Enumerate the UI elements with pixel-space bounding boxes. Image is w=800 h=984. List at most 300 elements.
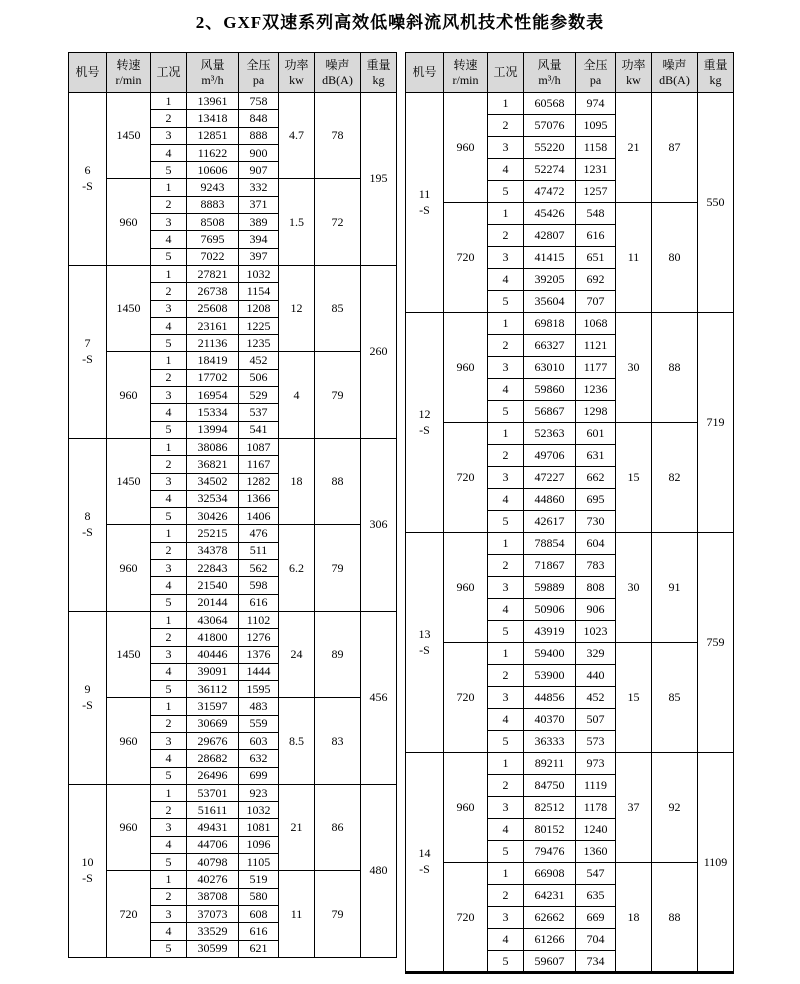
cell-line: 转速 — [116, 57, 141, 72]
condition-cell: 1 — [488, 93, 524, 115]
header-row — [406, 53, 734, 93]
airflow-cell: 47227 — [524, 467, 576, 489]
condition-cell: 3 — [488, 357, 524, 379]
page-title: 2、GXF双速系列高效低噪斜流风机技术性能参数表 — [195, 13, 605, 32]
noise-cell: 82 — [652, 423, 698, 533]
col-header-weight — [698, 53, 734, 93]
pressure-cell: 730 — [576, 511, 616, 533]
condition-cell: 2 — [488, 775, 524, 797]
pressure-cell: 616 — [576, 225, 616, 247]
airflow-cell: 40446 — [187, 646, 239, 663]
pressure-cell: 1406 — [239, 508, 279, 525]
pressure-cell: 1231 — [576, 159, 616, 181]
pressure-cell: 1068 — [576, 313, 616, 335]
pressure-cell: 1298 — [576, 401, 616, 423]
machine-cell — [406, 753, 444, 973]
condition-cell: 1 — [151, 611, 187, 628]
airflow-cell: 33529 — [187, 923, 239, 940]
noise-cell: 91 — [652, 533, 698, 643]
airflow-cell: 43064 — [187, 611, 239, 628]
condition-cell: 3 — [151, 819, 187, 836]
airflow-cell: 63010 — [524, 357, 576, 379]
noise-cell: 72 — [315, 179, 361, 265]
pressure-cell: 541 — [239, 421, 279, 438]
airflow-cell: 64231 — [524, 885, 576, 907]
condition-cell: 3 — [151, 473, 187, 490]
condition-cell: 1 — [151, 352, 187, 369]
airflow-cell: 42807 — [524, 225, 576, 247]
power-cell: 30 — [616, 313, 652, 423]
table-body — [69, 93, 397, 958]
condition-cell: 1 — [151, 698, 187, 715]
airflow-cell: 25608 — [187, 300, 239, 317]
spec-table-left — [68, 52, 397, 958]
condition-cell: 2 — [488, 335, 524, 357]
pressure-cell: 848 — [239, 110, 279, 127]
airflow-cell: 18419 — [187, 352, 239, 369]
condition-cell: 3 — [488, 467, 524, 489]
airflow-cell: 27821 — [187, 265, 239, 282]
noise-cell: 87 — [652, 93, 698, 203]
condition-cell: 3 — [151, 732, 187, 749]
pressure-cell: 1595 — [239, 681, 279, 698]
condition-cell: 5 — [488, 511, 524, 533]
pressure-cell: 332 — [239, 179, 279, 196]
col-header-airflow — [524, 53, 576, 93]
noise-cell: 88 — [315, 438, 361, 524]
condition-cell: 1 — [488, 533, 524, 555]
condition-cell: 4 — [488, 379, 524, 401]
speed-cell: 960 — [107, 698, 151, 784]
power-cell: 30 — [616, 533, 652, 643]
pressure-cell: 888 — [239, 127, 279, 144]
condition-cell: 1 — [151, 438, 187, 455]
table-header — [69, 53, 397, 93]
table-row — [69, 352, 397, 369]
pressure-cell: 1105 — [239, 854, 279, 871]
condition-cell: 2 — [151, 629, 187, 646]
pressure-cell: 631 — [576, 445, 616, 467]
airflow-cell: 22843 — [187, 560, 239, 577]
col-header-weight — [361, 53, 397, 93]
condition-cell: 2 — [488, 555, 524, 577]
pressure-cell: 529 — [239, 387, 279, 404]
airflow-cell: 10606 — [187, 162, 239, 179]
condition-cell: 4 — [151, 404, 187, 421]
col-header-machine — [406, 53, 444, 93]
col-header-condition — [488, 53, 524, 93]
cell-line: 工况 — [156, 65, 181, 79]
condition-cell: 4 — [488, 819, 524, 841]
condition-cell: 2 — [151, 888, 187, 905]
noise-cell: 79 — [315, 525, 361, 611]
table-row — [406, 93, 734, 115]
airflow-cell: 44856 — [524, 687, 576, 709]
col-header-speed — [444, 53, 488, 93]
condition-cell: 4 — [488, 159, 524, 181]
pressure-cell: 476 — [239, 525, 279, 542]
pressure-cell: 704 — [576, 929, 616, 951]
cell-line: 转速 — [453, 57, 478, 72]
condition-cell: 2 — [488, 225, 524, 247]
pressure-cell: 573 — [576, 731, 616, 753]
pressure-cell: 907 — [239, 162, 279, 179]
col-header-noise — [315, 53, 361, 93]
pressure-cell: 608 — [239, 905, 279, 922]
pressure-cell: 1282 — [239, 473, 279, 490]
condition-cell: 2 — [151, 283, 187, 300]
condition-cell: 5 — [151, 594, 187, 611]
cell-line: 全压 — [246, 57, 271, 72]
weight-cell: 550 — [698, 93, 734, 313]
col-header-power — [616, 53, 652, 93]
power-cell: 11 — [616, 203, 652, 313]
airflow-cell: 36112 — [187, 681, 239, 698]
airflow-cell: 89211 — [524, 753, 576, 775]
condition-cell: 3 — [488, 247, 524, 269]
table-row — [69, 611, 397, 628]
airflow-cell: 62662 — [524, 907, 576, 929]
cell-line: 噪声 — [325, 57, 350, 72]
airflow-cell: 66908 — [524, 863, 576, 885]
power-cell: 37 — [616, 753, 652, 863]
pressure-cell: 603 — [239, 732, 279, 749]
power-cell: 21 — [279, 784, 315, 870]
condition-cell: 1 — [488, 423, 524, 445]
machine-cell — [69, 93, 107, 266]
pressure-cell: 973 — [576, 753, 616, 775]
pressure-cell: 1119 — [576, 775, 616, 797]
table-header — [406, 53, 734, 93]
noise-cell: 92 — [652, 753, 698, 863]
pressure-cell: 1225 — [239, 317, 279, 334]
pressure-cell: 1444 — [239, 663, 279, 680]
pressure-cell: 616 — [239, 594, 279, 611]
pressure-cell: 1235 — [239, 335, 279, 352]
airflow-cell: 16954 — [187, 387, 239, 404]
pressure-cell: 371 — [239, 196, 279, 213]
condition-cell: 3 — [151, 560, 187, 577]
condition-cell: 1 — [151, 179, 187, 196]
cell-line: 机号 — [412, 65, 437, 79]
cell-line: -S — [82, 524, 93, 539]
condition-cell: 3 — [151, 300, 187, 317]
table-row — [406, 533, 734, 555]
table-row — [406, 753, 734, 775]
col-header-speed — [107, 53, 151, 93]
col-header-pressure — [576, 53, 616, 93]
airflow-cell: 31597 — [187, 698, 239, 715]
pressure-cell: 808 — [576, 577, 616, 599]
airflow-cell: 26738 — [187, 283, 239, 300]
noise-cell: 86 — [315, 784, 361, 870]
airflow-cell: 45426 — [524, 203, 576, 225]
cell-line: 功率 — [621, 57, 646, 72]
airflow-cell: 60568 — [524, 93, 576, 115]
condition-cell: 3 — [151, 127, 187, 144]
pressure-cell: 669 — [576, 907, 616, 929]
weight-cell: 759 — [698, 533, 734, 753]
airflow-cell: 82512 — [524, 797, 576, 819]
speed-cell: 960 — [107, 525, 151, 611]
condition-cell: 3 — [151, 646, 187, 663]
condition-cell: 1 — [151, 784, 187, 801]
pressure-cell: 707 — [576, 291, 616, 313]
airflow-cell: 39205 — [524, 269, 576, 291]
cell-line: m³/h — [201, 72, 224, 87]
pressure-cell: 1208 — [239, 300, 279, 317]
pressure-cell: 1096 — [239, 836, 279, 853]
power-cell: 8.5 — [279, 698, 315, 784]
cell-line: 12 — [418, 406, 431, 421]
pressure-cell: 734 — [576, 951, 616, 973]
condition-cell: 5 — [151, 162, 187, 179]
airflow-cell: 23161 — [187, 317, 239, 334]
speed-cell: 960 — [107, 179, 151, 265]
pressure-cell: 580 — [239, 888, 279, 905]
noise-cell: 88 — [652, 313, 698, 423]
airflow-cell: 53900 — [524, 665, 576, 687]
cell-line: r/min — [115, 72, 142, 87]
condition-cell: 1 — [151, 871, 187, 888]
pressure-cell: 1087 — [239, 438, 279, 455]
cell-line: 10 — [81, 855, 94, 870]
airflow-cell: 52274 — [524, 159, 576, 181]
pressure-cell: 548 — [576, 203, 616, 225]
airflow-cell: 61266 — [524, 929, 576, 951]
condition-cell: 5 — [151, 335, 187, 352]
airflow-cell: 50906 — [524, 599, 576, 621]
condition-cell: 4 — [488, 489, 524, 511]
airflow-cell: 28682 — [187, 750, 239, 767]
airflow-cell: 40370 — [524, 709, 576, 731]
speed-cell: 720 — [107, 871, 151, 957]
condition-cell: 5 — [488, 841, 524, 863]
condition-cell: 1 — [488, 313, 524, 335]
pressure-cell: 621 — [239, 940, 279, 957]
condition-cell: 3 — [151, 905, 187, 922]
cell-line: kg — [709, 72, 722, 87]
condition-cell: 5 — [151, 248, 187, 265]
airflow-cell: 57076 — [524, 115, 576, 137]
pressure-cell: 1376 — [239, 646, 279, 663]
cell-line: 8 — [84, 509, 91, 524]
pressure-cell: 1177 — [576, 357, 616, 379]
pressure-cell: 329 — [576, 643, 616, 665]
airflow-cell: 42617 — [524, 511, 576, 533]
airflow-cell: 43919 — [524, 621, 576, 643]
condition-cell: 5 — [488, 621, 524, 643]
airflow-cell: 34378 — [187, 542, 239, 559]
condition-cell: 4 — [151, 836, 187, 853]
condition-cell: 1 — [488, 863, 524, 885]
airflow-cell: 49706 — [524, 445, 576, 467]
pressure-cell: 974 — [576, 93, 616, 115]
machine-cell — [406, 533, 444, 753]
airflow-cell: 17702 — [187, 369, 239, 386]
airflow-cell: 32534 — [187, 490, 239, 507]
machine-cell — [69, 265, 107, 438]
condition-cell: 1 — [151, 525, 187, 542]
pressure-cell: 1178 — [576, 797, 616, 819]
condition-cell: 1 — [151, 93, 187, 110]
cell-line: -S — [419, 862, 430, 876]
cell-line: pa — [252, 72, 265, 87]
condition-cell: 4 — [151, 923, 187, 940]
airflow-cell: 69818 — [524, 313, 576, 335]
condition-cell: 4 — [488, 929, 524, 951]
cell-line: dB(A) — [322, 72, 353, 87]
condition-cell: 2 — [151, 196, 187, 213]
condition-cell: 2 — [488, 115, 524, 137]
power-cell: 18 — [279, 438, 315, 524]
cell-line: -S — [419, 642, 430, 657]
cell-line: 9 — [84, 682, 91, 697]
airflow-cell: 8883 — [187, 196, 239, 213]
pressure-cell: 1240 — [576, 819, 616, 841]
airflow-cell: 25215 — [187, 525, 239, 542]
condition-cell: 4 — [151, 750, 187, 767]
cell-line: -S — [82, 697, 93, 712]
pressure-cell: 389 — [239, 214, 279, 231]
power-cell: 6.2 — [279, 525, 315, 611]
col-header-airflow — [187, 53, 239, 93]
airflow-cell: 13994 — [187, 421, 239, 438]
table-row — [69, 871, 397, 888]
airflow-cell: 41800 — [187, 629, 239, 646]
noise-cell: 79 — [315, 871, 361, 957]
pressure-cell: 695 — [576, 489, 616, 511]
cell-line: 重量 — [366, 57, 391, 72]
pressure-cell: 651 — [576, 247, 616, 269]
condition-cell: 4 — [488, 599, 524, 621]
table-row — [69, 784, 397, 801]
power-cell: 11 — [279, 871, 315, 957]
weight-cell: 719 — [698, 313, 734, 533]
table-row — [406, 863, 734, 885]
condition-cell: 5 — [488, 401, 524, 423]
condition-cell: 3 — [488, 687, 524, 709]
pressure-cell: 1366 — [239, 490, 279, 507]
cell-line: r/min — [452, 72, 479, 87]
machine-cell — [406, 93, 444, 313]
pressure-cell: 692 — [576, 269, 616, 291]
cell-line: m³/h — [538, 72, 561, 87]
table-row — [69, 93, 397, 110]
cell-line: -S — [419, 202, 430, 217]
pressure-cell: 507 — [576, 709, 616, 731]
airflow-cell: 9243 — [187, 179, 239, 196]
table-row — [406, 313, 734, 335]
table-row — [69, 698, 397, 715]
cell-line: kg — [372, 72, 385, 87]
airflow-cell: 52363 — [524, 423, 576, 445]
pressure-cell: 559 — [239, 715, 279, 732]
power-cell: 21 — [616, 93, 652, 203]
table-row — [406, 423, 734, 445]
condition-cell: 5 — [488, 291, 524, 313]
pressure-cell: 699 — [239, 767, 279, 784]
airflow-cell: 21540 — [187, 577, 239, 594]
airflow-cell: 53701 — [187, 784, 239, 801]
weight-cell: 456 — [361, 611, 397, 784]
pressure-cell: 598 — [239, 577, 279, 594]
power-cell: 15 — [616, 643, 652, 753]
airflow-cell: 40798 — [187, 854, 239, 871]
airflow-cell: 13961 — [187, 93, 239, 110]
cell-line: -S — [82, 870, 93, 885]
airflow-cell: 36333 — [524, 731, 576, 753]
airflow-cell: 66327 — [524, 335, 576, 357]
cell-line: 噪声 — [662, 57, 687, 72]
speed-cell: 720 — [444, 863, 488, 973]
cell-line: 13 — [418, 626, 431, 641]
condition-cell: 4 — [151, 317, 187, 334]
condition-cell: 4 — [488, 709, 524, 731]
noise-cell: 78 — [315, 93, 361, 179]
speed-cell: 960 — [107, 784, 151, 870]
pressure-cell: 1023 — [576, 621, 616, 643]
airflow-cell: 44706 — [187, 836, 239, 853]
pressure-cell: 1102 — [239, 611, 279, 628]
power-cell: 18 — [616, 863, 652, 973]
airflow-cell: 7695 — [187, 231, 239, 248]
weight-cell: 1109 — [698, 753, 734, 973]
airflow-cell: 12851 — [187, 127, 239, 144]
condition-cell: 2 — [151, 369, 187, 386]
condition-cell: 4 — [151, 577, 187, 594]
power-cell: 24 — [279, 611, 315, 697]
condition-cell: 1 — [151, 265, 187, 282]
airflow-cell: 55220 — [524, 137, 576, 159]
cell-line: -S — [419, 422, 430, 437]
speed-cell: 720 — [444, 643, 488, 753]
pressure-cell: 1236 — [576, 379, 616, 401]
speed-cell: 960 — [444, 313, 488, 423]
airflow-cell: 34502 — [187, 473, 239, 490]
condition-cell: 1 — [488, 753, 524, 775]
condition-cell: 5 — [488, 951, 524, 973]
airflow-cell: 11622 — [187, 144, 239, 161]
pressure-cell: 758 — [239, 93, 279, 110]
pressure-cell: 397 — [239, 248, 279, 265]
cell-line: 11 — [418, 186, 431, 201]
pressure-cell: 635 — [576, 885, 616, 907]
pressure-cell: 562 — [239, 560, 279, 577]
airflow-cell: 79476 — [524, 841, 576, 863]
col-header-power — [279, 53, 315, 93]
airflow-cell: 38708 — [187, 888, 239, 905]
airflow-cell: 39091 — [187, 663, 239, 680]
airflow-cell: 41415 — [524, 247, 576, 269]
noise-cell: 85 — [315, 265, 361, 351]
pressure-cell: 511 — [239, 542, 279, 559]
pressure-cell: 506 — [239, 369, 279, 386]
airflow-cell: 56867 — [524, 401, 576, 423]
pressure-cell: 1032 — [239, 802, 279, 819]
table-row — [69, 525, 397, 542]
condition-cell: 4 — [151, 663, 187, 680]
airflow-cell: 29676 — [187, 732, 239, 749]
condition-cell: 2 — [151, 802, 187, 819]
cell-line: 14 — [418, 846, 431, 861]
pressure-cell: 1121 — [576, 335, 616, 357]
airflow-cell: 59607 — [524, 951, 576, 973]
speed-cell: 720 — [444, 203, 488, 313]
power-cell: 4.7 — [279, 93, 315, 179]
airflow-cell: 37073 — [187, 905, 239, 922]
speed-cell: 720 — [444, 423, 488, 533]
